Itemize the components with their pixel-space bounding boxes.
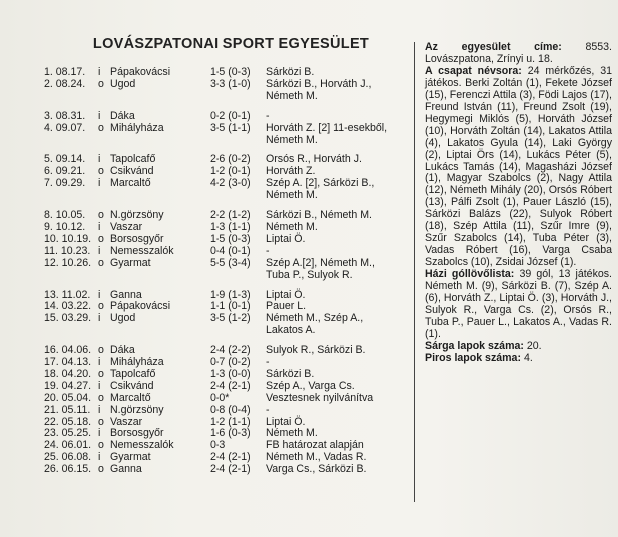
roster-label: A csapat névsora: (425, 64, 522, 77)
match-scorers-continued: Lakatos A. (266, 324, 316, 337)
match-scorers: Orsós R., Horváth J. (266, 153, 362, 166)
match-opponent: Vaszar (110, 220, 143, 233)
match-opponent: Ganna (110, 288, 142, 301)
match-venue: o (98, 391, 104, 404)
match-result: 0-4 (0-1) (210, 244, 251, 257)
match-result: 2-4 (2-1) (210, 451, 251, 464)
match-number-date: 4. 09.07. (44, 121, 86, 134)
match-venue: o (98, 463, 104, 476)
match-scorers: Pauer L. (266, 300, 307, 313)
match-venue: i (98, 379, 101, 392)
yellow-cards-value: 20. (526, 339, 542, 352)
red-cards-value: 4. (523, 351, 533, 364)
match-scorers: - (266, 109, 270, 122)
match-venue: o (98, 300, 104, 313)
match-number-date: 16. 04.06. (44, 344, 92, 357)
match-opponent: Dáka (110, 109, 135, 122)
match-venue: o (98, 77, 104, 90)
match-opponent: Pápakovácsi (110, 66, 171, 78)
match-result: 1-3 (1-1) (210, 220, 251, 233)
match-opponent: Dáka (110, 344, 135, 357)
match-scorers: Sárközi B. (266, 66, 315, 78)
match-scorers-continued: Németh M. (266, 89, 318, 102)
match-result: 0-8 (0-4) (210, 403, 251, 416)
match-list (44, 67, 414, 476)
match-venue: i (98, 288, 101, 301)
match-venue: o (98, 232, 104, 245)
match-number-date: 5. 09.14. (44, 153, 86, 166)
match-result: 0-3 (210, 439, 226, 452)
match-number-date: 11. 10.23. (44, 244, 91, 257)
match-opponent: Ugod (110, 312, 136, 325)
match-opponent: Pápakovácsi (110, 300, 171, 313)
match-result: 5-5 (3-4) (210, 256, 251, 269)
match-row (44, 313, 414, 325)
match-number-date: 24. 06.01. (44, 439, 92, 452)
page-title: LOVÁSZPATONAI SPORT EGYESÜLET (92, 36, 370, 52)
match-venue: i (98, 177, 101, 190)
match-result: 1-9 (1-3) (210, 288, 251, 301)
match-number-date: 14. 03.22. (44, 300, 92, 313)
match-number-date: 17. 04.13. (44, 356, 92, 369)
match-opponent: Nemesszalók (110, 439, 174, 452)
match-venue: i (98, 427, 101, 440)
match-scorers: - (266, 356, 270, 369)
match-row (44, 464, 414, 476)
match-row (44, 79, 414, 91)
roster-paragraph (425, 66, 612, 269)
match-result: 2-4 (2-2) (210, 344, 251, 357)
match-result: 2-4 (2-1) (210, 379, 251, 392)
match-opponent: Gyarmat (110, 256, 151, 269)
match-result: 3-3 (1-0) (210, 77, 251, 90)
match-result: 0-0* (210, 391, 230, 404)
match-venue: i (98, 220, 101, 233)
match-scorers: Varga Cs., Sárközi B. (266, 463, 367, 476)
match-opponent: Ugod (110, 77, 136, 90)
match-result: 4-2 (3-0) (210, 177, 251, 190)
match-opponent: Borsosgyőr (110, 232, 164, 245)
match-opponent: Csikvánd (110, 379, 154, 392)
match-opponent: N.görzsöny (110, 209, 164, 222)
match-number-date: 13. 11.02. (44, 288, 91, 301)
match-row (44, 123, 414, 135)
match-opponent: Tapolcafő (110, 153, 156, 166)
match-scorers: Liptai Ö. (266, 232, 306, 245)
match-venue: o (98, 367, 104, 380)
scorers-paragraph (425, 269, 612, 341)
match-row (44, 234, 414, 246)
match-scorers: Németh M. (266, 427, 318, 440)
match-venue: i (98, 244, 101, 257)
match-venue: i (98, 66, 101, 78)
match-scorers: Horváth Z. [2] 11-esekből, (266, 121, 388, 134)
match-result: 1-2 (1-1) (210, 415, 251, 428)
match-venue: o (98, 165, 104, 178)
match-scorers: - (266, 244, 270, 257)
match-result: 1-5 (0-3) (210, 66, 251, 78)
match-scorers: Németh M., Szép A., (266, 312, 364, 325)
match-row (44, 178, 414, 190)
match-venue: i (98, 451, 101, 464)
red-cards-paragraph (425, 353, 612, 365)
match-venue: i (98, 109, 101, 122)
scorers-label: Házi góllövőlista: (425, 268, 515, 281)
yellow-cards-label: Sárga lapok száma: (425, 339, 524, 352)
match-number-date: 1. 08.17. (44, 66, 86, 78)
roster-value: 24 mérkőzés, 31 játékos. (425, 64, 612, 89)
match-opponent: Csikvánd (110, 165, 154, 178)
match-result: 3-5 (1-1) (210, 121, 251, 134)
match-scorers: Németh M., Vadas R. (266, 451, 367, 464)
match-result: 1-5 (0-3) (210, 232, 251, 245)
match-venue: i (98, 403, 101, 416)
match-number-date: 7. 09.29. (44, 177, 86, 190)
red-cards-label: Piros lapok száma: (425, 351, 521, 364)
match-opponent: Gyarmat (110, 451, 151, 464)
match-venue: i (98, 153, 101, 166)
match-number-date: 26. 06.15. (44, 463, 92, 476)
match-opponent: Ganna (110, 463, 142, 476)
match-opponent: Mihályháza (110, 121, 164, 134)
match-number-date: 9. 10.12. (44, 220, 86, 233)
match-scorers: Sárközi B. (266, 367, 315, 380)
match-venue: o (98, 344, 104, 357)
match-result: 2-4 (2-1) (210, 463, 251, 476)
match-scorers: Sárközi B., Németh M. (266, 209, 372, 222)
match-scorers: Szép A. [2], Sárközi B., (266, 177, 375, 190)
match-number-date: 20. 05.04. (44, 391, 92, 404)
match-result: 1-2 (0-1) (210, 165, 251, 178)
match-venue: o (98, 256, 104, 269)
match-opponent: N.görzsöny (110, 403, 164, 416)
match-row (44, 111, 414, 123)
match-venue: o (98, 209, 104, 222)
address-value: 8553. Lovászpatona, Zrínyi u. 18. (425, 41, 612, 65)
match-number-date: 21. 05.11. (44, 403, 91, 416)
match-number-date: 12. 10.26. (44, 256, 92, 269)
match-venue: i (98, 356, 101, 369)
match-scorers: - (266, 403, 270, 416)
match-number-date: 2. 08.24. (44, 77, 86, 90)
match-scorers: FB határozat alapján (266, 439, 364, 452)
match-scorers: Liptai Ö. (266, 288, 306, 301)
club-info (425, 42, 612, 365)
match-number-date: 19. 04.27. (44, 379, 92, 392)
match-result: 1-1 (0-1) (210, 300, 251, 313)
match-row (44, 258, 414, 270)
match-number-date: 6. 09.21. (44, 165, 86, 178)
match-venue: o (98, 439, 104, 452)
match-row (44, 381, 414, 393)
match-scorers-continued: Németh M. (266, 133, 318, 146)
match-result: 1-3 (0-0) (210, 367, 251, 380)
match-scorers: Vesztesnek nyilvánítva (266, 391, 374, 404)
match-scorers: Horváth Z. (266, 165, 316, 178)
match-scorers: Sulyok R., Sárközi B. (266, 344, 366, 357)
column-divider (414, 42, 415, 502)
match-number-date: 25. 06.08. (44, 451, 92, 464)
match-number-date: 23. 05.25. (44, 427, 92, 440)
match-row (44, 405, 414, 417)
match-scorers: Szép A., Varga Cs. (266, 379, 355, 392)
match-result: 3-5 (1-2) (210, 312, 251, 325)
match-scorers: Liptai Ö. (266, 415, 306, 428)
match-number-date: 15. 03.29. (44, 312, 92, 325)
match-venue: o (98, 121, 104, 134)
match-scorers: Németh M. (266, 220, 318, 233)
match-scorers-continued: Tuba P., Sulyok R. (266, 268, 353, 281)
match-scorers: Szép A.[2], Németh M., (266, 256, 375, 269)
scorers-value: 39 gól, 13 játékos. Németh M. (9), Sárközi B. (7), Szép A. (6), Horváth Z., Liptai Ö. (3), Horváth J., Sulyok R., Varga Cs. (2), Orsós R., Tuba P., Pauer L., Lakatos A., Vadas R. (1). (425, 268, 612, 340)
match-number-date: 18. 04.20. (44, 367, 92, 380)
match-opponent: Vaszar (110, 415, 143, 428)
match-opponent: Mihályháza (110, 356, 164, 369)
match-opponent: Nemesszalók (110, 244, 174, 257)
match-number-date: 22. 05.18. (44, 415, 92, 428)
match-opponent: Marcaltő (110, 391, 151, 404)
roster-names: Berki Zoltán (1), Fekete József (15), Ferenczi Attila (3), Födi Lajos (17), Freund István (11), Freund Zsolt (19), Hegymegi Miklós (5), Horváth József (10), Horváth Zoltán (14), Lakatos Attila (4), Lakatos Gyula (14), Laki György (2), Liptai Örs (14), Lukács Péter (5), Lukács Tamás (14), Magasházi József (1), Magyar Szabolcs (2), Nagy Attila (12), Németh Mihály (20), Orsós Róbert (13), Pálfi Zsolt (1), Pauer László (15), Sárközi Balázs (22), Sulyok Róbert (18), Szép Attila (11), Szűr Imre (9), Szűr Szabolcs (14), Tuba Péter (3), Vadas Róbert (16), Varga Csaba Szabolcs (10), Zsidai József (1). (425, 76, 612, 269)
match-opponent: Borsosgyőr (110, 427, 164, 440)
match-result: 1-6 (0-3) (210, 427, 251, 440)
match-row (44, 393, 414, 405)
match-number-date: 10. 10.19. (44, 232, 92, 245)
match-result: 0-7 (0-2) (210, 356, 251, 369)
match-result: 0-2 (0-1) (210, 109, 251, 122)
match-scorers-continued: Németh M. (266, 189, 318, 202)
match-opponent: Tapolcafő (110, 367, 156, 380)
match-venue: o (98, 415, 104, 428)
match-venue: i (98, 312, 101, 325)
match-number-date: 8. 10.05. (44, 209, 86, 222)
match-result: 2-2 (1-2) (210, 209, 251, 222)
match-row (44, 246, 414, 258)
match-scorers: Sárközi B., Horváth J., (266, 77, 372, 90)
address-label: Az egyesület címe: (425, 41, 562, 53)
match-opponent: Marcaltő (110, 177, 151, 190)
address-paragraph (425, 42, 612, 66)
match-result: 2-6 (0-2) (210, 153, 251, 166)
match-number-date: 3. 08.31. (44, 109, 86, 122)
